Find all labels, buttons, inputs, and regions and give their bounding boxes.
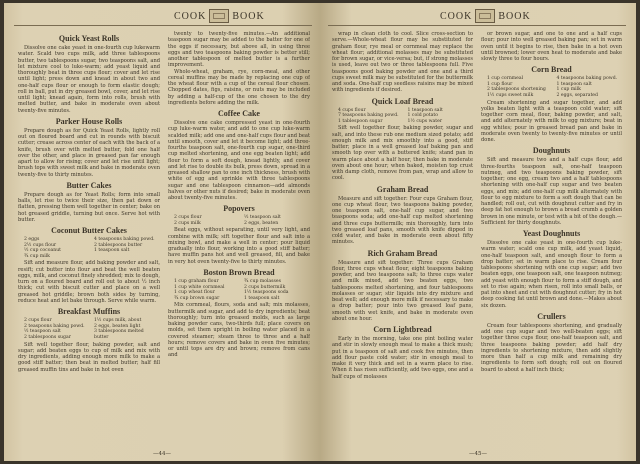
recipe-title: Graham Bread <box>376 184 429 194</box>
ingredient-item: 1 cup milk <box>556 87 581 93</box>
recipe-title: Quick Loaf Bread <box>371 96 434 106</box>
recipe-body: Mix cornmeal, flours, soda and salt; mix molasses, buttermilk and sugar, and add to dry ingredients; beat thoroughly; turn into greased molds, such as large baking powder cans, two-thirds full; place covers on molds, set them upright in boiling water placed in a covered steamer; steam three to three and a half hours; remove covers and bake in oven five minutes; or until tops are dry and brown; remove from cans and <box>168 302 310 359</box>
recipe-body: Cream four tablespoons shortening, and gradually add one cup sugar and two well-beaten eggs; sift together three cups flour, one-half teaspoon salt, and three teaspoons baking powder; add half dry ingredients to shortening mixture, then add slightly more than half a cup milk and remaining dry ingredients to form soft dough; roll out on floured board to about a half inch thick; <box>481 322 622 373</box>
ingredient-item: 2 cups buttermilk <box>244 284 286 290</box>
recipe-body: Dissolve one cake yeast in one-fourth cup lukewarm water. Scald two cups milk, add three tablespoons butter, two tablespoons sugar, two teaspoons salt, and let mixture cool to luke-warm; add yeast liquid and thoroughly beat in three cups flour; cover and let rise until light; press down and knead in about two and one-half cups flour or enough to form elastic dough; roll in ball, put in dry greased bowl, cover, and let rise until light; knead again, form into rolls, brush with melted butter, and bake in moderate oven about twenty-five minutes. <box>18 45 160 114</box>
recipe-body: Whole-wheat, graham, rye, corn-meal, and other cereal muffins may be made by replacing one cup of the wheat flour with a cup of the cereal flour chosen. Chopped dates, figs, raisins, or nuts may be included by adding a half-cup of the one chosen to the dry ingredients before adding the milk. <box>168 68 310 106</box>
recipe-body: wrap in clean cloth to cool. Slice cross-section to serve.—Whole-wheat flour may be substituted for graham flour, rye meal or cornmeal may replace the wheat flour; additional molasses may be substituted for brown sugar, or vice-versa; but, if strong molasses is used, leave out two or three tablespoons full. Five teaspoons good baking powder and one and a third cups sweet milk may be substituted for the buttermilk and soda. One-half cup seedless raisins may be mixed with ingredients if desired. <box>332 31 473 94</box>
ingredient-item: 1 teaspoon salt <box>244 295 280 301</box>
recipe-body: Early in the morning, take one pint boiling water and stir in slowly enough meal to make a thick mush; put in a teaspoon of salt and cook five minutes, then add flour paste cold water; stir in enough meal to make it very thick and set in a warm place to rise. When it has risen sufficiently, add two eggs, one and a half cups of molasses <box>332 336 473 380</box>
ingredient-item: 1 teaspoon salt <box>94 248 130 254</box>
recipe-body: Cream shortening and sugar together, and add yolks beaten light with a teaspoon cold water; sift together corn meal, flour, baking powder, and salt, and add alternately with milk to egg mixture; beat in egg whites; pour in greased bread pan and bake in moderate oven twenty to twenty-five minutes or until done. <box>481 99 622 144</box>
recipe-title: Coconut Butter Cakes <box>51 226 127 235</box>
left-page <box>4 3 320 461</box>
ingredient-list <box>24 237 160 259</box>
ingredient-item: 1 tablespoon sugar <box>338 118 383 124</box>
ingredient-item: 1 cup cornmeal <box>487 76 524 82</box>
ingredient-item: ¾ cup milk <box>24 253 50 259</box>
ingredient-item: 1½ cups milk, about <box>94 318 142 324</box>
header-word-cook: COOK <box>440 10 473 22</box>
ingredient-item: 2 teaspoons baking powd. <box>24 323 85 329</box>
recipe-title: Coffee Cake <box>218 109 260 118</box>
ingredient-item: ¾ cup brown sugar <box>174 295 220 301</box>
ingredient-item: 4 cups flour <box>338 107 366 113</box>
column <box>18 31 160 445</box>
ingredient-item: ¾ cup molasses <box>244 278 281 284</box>
right-page <box>320 3 636 461</box>
header-word-book: BOOK <box>232 10 265 22</box>
recipe-body: Sift well together flour, baking powder, salt and sugar; add beaten eggs to cup of milk and mix with dry ingredients, adding enough more milk to make a good stiff batter; then beat in melted butter; half fill greased muffin tins and bake in hot oven <box>18 341 160 373</box>
ingredient-list <box>338 108 473 125</box>
page-number: —44— <box>153 451 171 457</box>
header-word-cook: COOK <box>174 10 207 22</box>
ingredient-list <box>174 215 310 226</box>
book-spread <box>4 3 636 461</box>
ingredient-item: 1½ cups water <box>407 118 443 124</box>
recipe-body: or brown sugar, and one to one and a half cups flour; pour into well greased baking pan; set in warm oven until it begins to rise, then bake in a hot oven until browned; lower oven heat to moderate and bake slowly three to four hours. <box>481 31 622 62</box>
left-page-columns <box>18 31 310 445</box>
ingredient-item: ½ cup cocoanut <box>24 248 62 254</box>
header-rule <box>328 25 626 26</box>
recipe-title: Rich Graham Bread <box>367 248 438 258</box>
recipe-title: Boston Brown Bread <box>203 267 275 277</box>
ingredient-item: 2 tablespoons butter <box>94 242 143 248</box>
ingredient-item: 1½ teaspoons soda <box>244 290 289 296</box>
recipe-title: Corn Lightbread <box>373 325 432 335</box>
ingredient-item: 1 teaspoon salt <box>407 107 443 113</box>
page-number: —45— <box>469 451 487 457</box>
ingredient-item: 1 cup wheat flour <box>174 290 215 296</box>
recipe-body: Dissolve one cake compressed yeast in one-fourth cup luke-warm water, and add to one cup luke-warm scalded milk; add one and one-half cups flour and beat until smooth, cover and let it become light; add three-fourths teaspoon salt, one-fourth cup sugar, one-third cup melted shortening, and one egg beaten light; add flour to form a soft dough, knead lightly, and cover and let rise to double its bulk, press down, spread in a greased shallow pan to one inch thickness, brush with white of egg and sprinkle with three tablespoons sugar and one tablespoon cinnamon—add almonds halves or other nuts if desired; bake in moderate oven about twenty-five minutes. <box>168 120 310 201</box>
recipe-body: Measure and sift together: Four cups Graham flour, one cup wheat flour, two teaspoons baking powder, one teaspoon salt, one-half cup sugar, and two teaspoons soda; add one-half cup melted shortening and three cups buttermilk; mix thoroughly, turn into two greased loaf pans, smooth with knife dipped in cold water, and bake in moderate oven about fifty minutes. <box>332 195 473 246</box>
ingredient-list <box>487 76 622 98</box>
recipe-body: twenty to twenty-five minutes.—An additional teaspoon sugar may be added to the batter for one of the eggs if necessary, but above all, in using three eggs and two teaspoons baking powder is better still; another tablespoon of melted butter is a further improvement. <box>168 31 310 69</box>
ingredient-item: 3 tablespoons melted <box>94 329 144 335</box>
ingredient-item: 2½ cups flour <box>24 242 57 248</box>
recipe-body: Sift and measure flour, add baking powder and salt, resift; cut butter into flour and beat the well beaten eggs, milk, and coconut finely shredded; mix to dough, turn on a floured board and roll out to about ½ inch thick; cut with biscuit cutter and place on a well greased hot griddle; brown both sides by turning, reduce heat and let bake through. Serve while warm. <box>18 260 160 304</box>
column <box>481 31 622 445</box>
recipe-title: Doughnuts <box>532 146 571 156</box>
header-ornament-icon <box>475 9 495 23</box>
recipe-title: Butter Cakes <box>66 180 112 190</box>
page-header <box>174 7 265 25</box>
ingredient-item: 1½ cups sweet milk <box>487 93 534 99</box>
ingredient-item: 4 teaspoons baking powd. <box>94 237 155 242</box>
recipe-body: Prepare dough as for Yeast Rolls; form into small balls, let rise to twice their size, then pat down or flatten, pressing them well together in center; bake on hot greased griddle, turning but once. Serve hot with butter. <box>18 191 160 223</box>
recipe-body: Sift and measure two and a half cups flour, add three-fourths teaspoon salt, one-half teaspoon nutmeg, and two teaspoons baking powder, sift together; one egg, cream two and a half tablespoons shortening with one-half cup sugar and two beaten eggs, and mix; add one-half cup milk alternately with flour to egg mixture to form a soft dough that can be handled; roll out, cut with doughnut cutter and fry in deep fat hot enough to brown a bread crumb a golden brown in one minute, or test with a bit of the dough.—Sufficient for thirty doughnuts. <box>481 157 622 226</box>
recipe-body: Sift well together flour, baking powder, sugar and salt, and into these rub one medium sized potato; add enough milk and mix smoothly into a good, stiff batter; place in a well greased loaf baking pan and smooth top over with a buttered knife; stand pan in warm place about a half hour, then bake in moderate oven about one hour; when baked, moisten top crust with damp cloth, remove from pan, wrap and allow to cool. <box>332 125 473 182</box>
ingredient-item: 2 tablespoons shortening <box>487 87 546 93</box>
ingredient-item: 2 cups flour <box>174 215 202 221</box>
recipe-title: Parker House Rolls <box>55 116 123 126</box>
recipe-title: Breakfast Muffins <box>57 307 121 317</box>
recipe-body: Dissolve one cake yeast in one-fourth cup luke-warm water; scald one cup milk, add yeast liquid, one-half teaspoon salt, and enough flour to form a drop batter; set in warm place to rise. Cream four tablespoons shortening with one cup sugar; add two beaten eggs, one teaspoon salt, one teaspoon nutmeg; add yeast with enough flour to form a stiff dough, and set to rise again; when risen, roll into small balls, or pat into sheet and cut with doughnut cutter; fry in hot deep cooking fat until brown and done.—Makes about six dozen. <box>481 240 622 309</box>
ingredient-item: 1 cup white cornmeal <box>174 284 225 290</box>
recipe-title: Corn Bread <box>531 65 572 75</box>
ingredient-item: 2 eggs, beaten <box>244 220 279 226</box>
ingredient-item <box>94 254 160 260</box>
ingredient-item: 1 cup graham flour <box>174 278 219 284</box>
ingredient-item: 1 cup flour <box>487 81 513 87</box>
ingredient-item: 2 cups flour <box>24 318 52 324</box>
ingredient-list <box>24 318 160 340</box>
recipe-body: Beat eggs, without separating, until very light, and combine with milk; sift together flour and salt into a mixing bowl, and make a well in center; pour liquid gradually into flour, working into a good stiff batter; have muffin pans hot and well greased, fill, and bake in very hot oven twenty-five to thirty minutes. <box>168 227 310 265</box>
ingredient-item: 1 cold potato <box>407 113 438 119</box>
recipe-title: Quick Yeast Rolls <box>58 34 120 43</box>
right-page-columns <box>332 31 622 445</box>
ingredient-item: 2 eggs <box>24 237 40 242</box>
ingredient-item: 7 teaspoons baking powd. <box>338 113 399 119</box>
header-ornament-icon <box>209 9 229 23</box>
ingredient-item: 1 teaspoon salt <box>556 81 592 87</box>
recipe-title: Crullers <box>537 311 566 321</box>
ingredient-item: ½ teaspoon salt <box>24 329 61 335</box>
recipe-title: Yeast Doughnuts <box>522 229 581 239</box>
ingredient-item: 2 cups milk <box>174 220 201 226</box>
ingredient-item: 2 eggs, beaten light <box>94 323 141 329</box>
column <box>332 31 473 445</box>
column <box>168 31 310 445</box>
ingredient-item: 2 tablespoons sugar <box>24 334 71 340</box>
ingredient-list <box>174 279 310 301</box>
header-rule <box>14 25 312 26</box>
recipe-body: Measure and sift together: Three cups Graham flour, three cups wheat flour, eight teaspoons baking powder, and two teaspoons salt; to three cups water and milk mixed, add two beaten eggs, two tablespoons melted shortening, and four tablespoons molasses or sugar; stir liquids into dry mixture and beat well; add enough more milk if necessary to make a drop batter; pour into two greased loaf pans, smooth with wet knife, and bake in moderate oven about one hour. <box>332 259 473 322</box>
page-header <box>440 7 531 25</box>
recipe-body: Prepare dough as for Quick Yeast Rolls, lightly roll out on floured board and cut in rounds with biscuit cutter; crease across center of each with the back of a knife, brush over with melted butter, fold one half over the other, and place in greased pan far enough apart to allow for rising; cover and let rise until light; brush tops with sweet milk and bake in moderate oven twenty-five to thirty minutes. <box>18 127 160 178</box>
recipe-title: Popovers <box>223 204 255 214</box>
ingredient-item: 2 eggs, separated <box>556 93 598 99</box>
ingredient-item: 4 teaspoons baking powd. <box>556 76 618 82</box>
ingredient-item: ½ teaspoon salt <box>244 215 281 221</box>
header-word-book: BOOK <box>498 10 531 22</box>
ingredient-item: butter <box>94 334 109 340</box>
